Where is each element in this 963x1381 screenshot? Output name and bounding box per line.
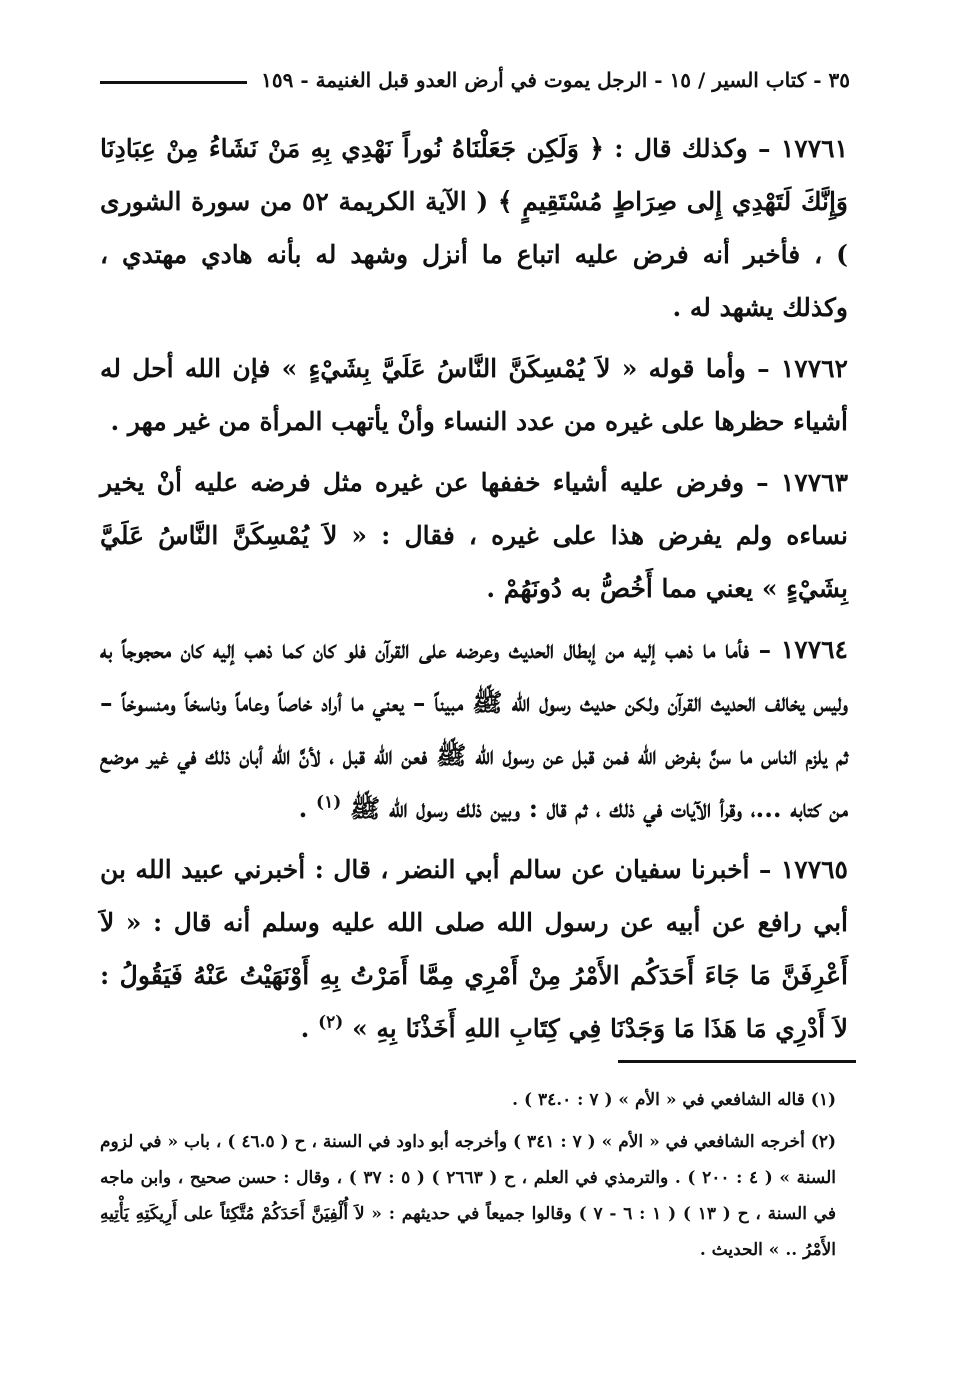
running-header <box>100 60 850 100</box>
paragraph-text: – وأما قوله « لاَ يُمْسِكَنَّ النَّاسُ عَلَيَّ بِشَيْءٍ » فإن الله أحل له أشياء حظرها على غيره من عدد النساء وأنْ يأتهب المرأة من غير مهر . <box>100 354 848 436</box>
paragraph <box>100 456 848 615</box>
paragraph <box>100 342 848 448</box>
footnote-item: (٢) أخرجه الشافعي في « الأم » ( ٧ : ٣٤١ ) وأخرجه أبو داود في السنة ، ح ( ٤٦.٥ ) ، باب « في لزوم السنة » ( ٤ : ٢٠٠ ) . والترمذي في العلم ، ح ( ٢٦٦٣ ) ( ٥ : ٣٧ ) ، وقال : حسن صحيح ، وابن ماجه في السنة ، ح ( ١٣ ) ( ١ : ٦ - ٧ ) وقالوا جميعاً في حديثهم : « لاَ أُلْفِيَنَّ أَحَدَكُمْ مُتَّكِئاً على أَرِيكَتِهِ يَأْتِيهِ الأَمْرُ .. » الحديث . <box>100 1132 836 1260</box>
footnote-reference[interactable]: (٢) <box>318 1012 344 1033</box>
paragraph <box>100 623 848 835</box>
paragraph-text: – وفرض عليه أشياء خففها عن غيره مثل فرضه عليه أنْ يخير نساءه ولم يفرض هذا على غيره ، فقال : « لاَ يُمْسِكَنَّ النَّاسُ عَلَيَّ بِشَيْءٍ » يعني مما أَخُصُّ به دُونَهُمْ . <box>100 468 848 603</box>
paragraph-text: – وكذلك قال : ﴿ وَلَكِن جَعَلْنَاهُ نُوراً نَهْدِي بِهِ مَنْ نَشَاءُ مِنْ عِبَادِنَا وَإِنَّكَ لَتَهْدِي إِلى صِرَاطٍ مُسْتَقِيمٍ ﴾ ( الآية الكريمة ٥٢ من سورة الشورى ) ، فأخبر أنه فرض عليه اتباع ما أنزل وشهد له بأنه هادي مهتدي ، وكذلك يشهد له . <box>100 134 848 322</box>
paragraph-text: – أخبرنا سفيان عن سالم أبي النضر ، قال : أخبرني عبيد الله بن أبي رافع عن أبيه عن رسول الله صلى الله عليه وسلم أنه قال : « لاَ أَعْرِفَنَّ مَا جَاءَ أَحَدَكُم الأَمْرُ مِنْ أَمْرِي مِمَّا أَمَرْتُ بِهِ أَوْنَهَيْتُ عَنْهُ فَيَقُولُ : لاَ أَدْرِي مَا هَذَا مَا وَجَدْنَا فِي كِتَابِ اللهِ أَخَذْنَا بِهِ » <box>100 855 848 1043</box>
paragraph-end: . <box>300 1014 310 1043</box>
paragraph <box>100 843 848 1055</box>
footnote-reference[interactable]: (١) <box>316 792 342 813</box>
paragraph <box>100 122 848 334</box>
paragraph-number: ١٧٧٦٣ <box>780 468 848 497</box>
footnotes <box>100 1082 836 1274</box>
running-title: ٣٥ - كتاب السير / ١٥ - الرجل يموت في أرض العدو قبل الغنيمة - ١٥٩ <box>261 68 850 92</box>
paragraph-end: . <box>298 794 308 823</box>
main-text <box>100 122 848 1063</box>
header-rule <box>100 81 247 84</box>
paragraph-text: – فأما ما ذهب إليه من إبطال الحديث وعرضه على القرآن فلو كان كما ذهب إليه كان محجوجاً به وليس يخالف الحديث القرآن ولكن حديث رسول الله ﷺ مبيناً – يعني ما أراد خاصاً وعاماً وناسخاً ومنسوخاً – ثم يلزم الناس ما سنَّ بفرض الله فمن قبل عن رسول الله ﷺ فعن الله قبل ، لأنَّ الله أبان ذلك في غير موضع من كتابه ...، وقرأ الآيات في ذلك ، ثم قال : وبين ذلك رسول الله ﷺ <box>100 635 848 823</box>
footnote-item: (١) قاله الشافعي في « الأم » ( ٧ : ٣٤.٠ ) . <box>512 1090 836 1110</box>
paragraph-number: ١٧٧٦٤ <box>780 635 848 664</box>
paragraph-number: ١٧٧٦١ <box>780 134 848 163</box>
paragraph-number: ١٧٧٦٥ <box>780 855 848 884</box>
footnote-separator <box>618 1060 856 1063</box>
paragraph-number: ١٧٧٦٢ <box>780 354 848 383</box>
